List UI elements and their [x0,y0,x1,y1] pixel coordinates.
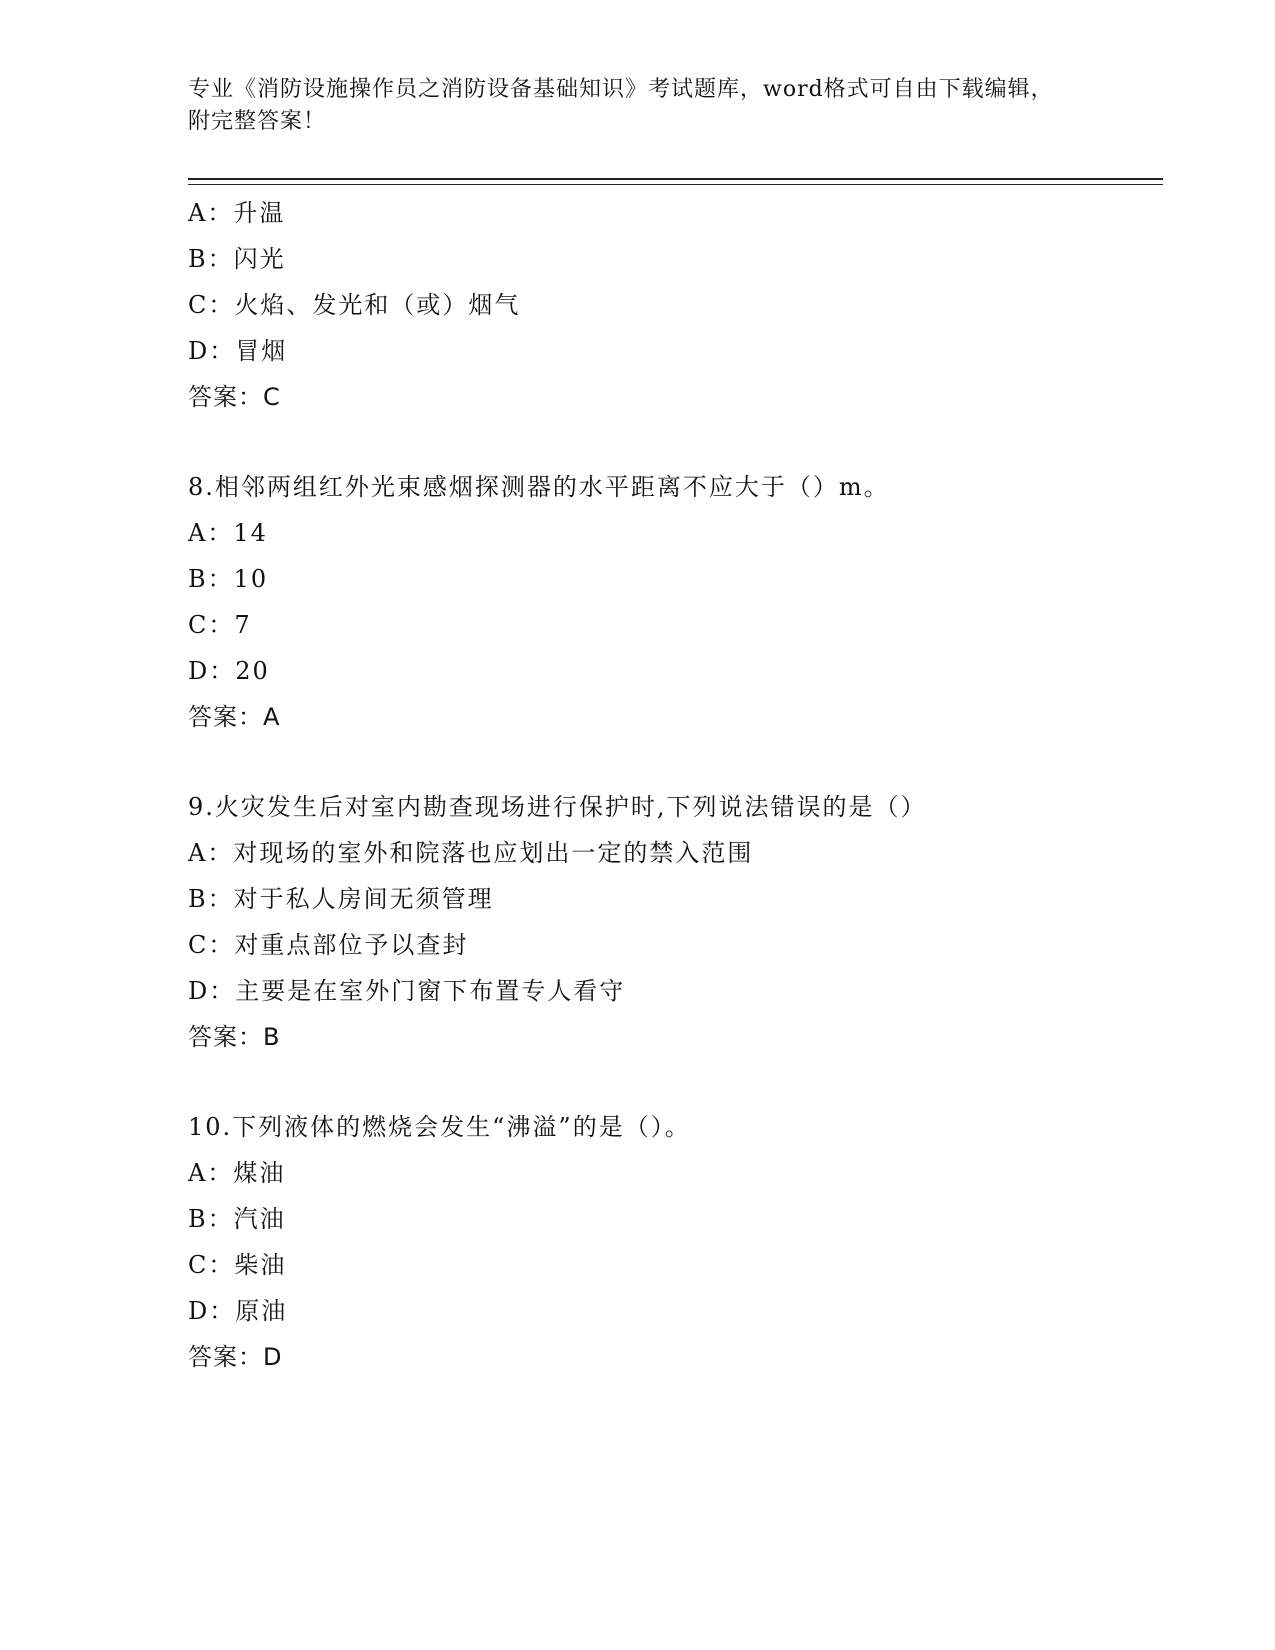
answer-line: 答案：D [188,1343,283,1371]
spacer [188,420,1163,464]
option-b: B：闪光 [188,245,286,273]
answer-line: 答案：B [188,1023,281,1051]
question-10 [188,1104,1163,1380]
question-stem: 8.相邻两组红外光束感烟探测器的水平距离不应大于（）m。 [188,473,890,501]
question-fragment [188,190,1163,420]
header-title: 专业《消防设施操作员之消防设备基础知识》考试题库，word格式可自由下载编辑，附完整答案！ [188,77,1054,134]
spacer [188,740,1163,784]
option-d: D：20 [188,657,270,685]
option-c: C：对重点部位予以查封 [188,931,469,959]
option-c: C：7 [188,611,252,639]
option-b: B：对于私人房间无须管理 [188,885,494,913]
option-b: B：汽油 [188,1205,286,1233]
option-d: D：冒烟 [188,337,288,365]
spacer [188,1060,1163,1104]
option-d: D：原油 [188,1297,288,1325]
header-divider-thin [188,184,1163,185]
answer-line: 答案：A [188,703,281,731]
option-c: C：柴油 [188,1251,287,1279]
option-a: A：14 [188,519,268,547]
option-d: D：主要是在室外门窗下布置专人看守 [188,977,626,1005]
option-c: C：火焰、发光和（或）烟气 [188,291,521,319]
question-8 [188,464,1163,740]
question-list [188,190,1163,1380]
option-a: A：对现场的室外和院落也应划出一定的禁入范围 [188,839,754,867]
question-stem: 10.下列液体的燃烧会发生“沸溢”的是（）。 [188,1113,691,1141]
question-9 [188,784,1163,1060]
header-divider-thick [188,178,1163,180]
question-stem: 9.火灾发生后对室内勘查现场进行保护时,下列说法错误的是（） [188,793,927,821]
document-header [188,74,1068,138]
option-a: A：升温 [188,199,286,227]
option-a: A：煤油 [188,1159,286,1187]
option-b: B：10 [188,565,269,593]
answer-line: 答案：C [188,383,281,411]
